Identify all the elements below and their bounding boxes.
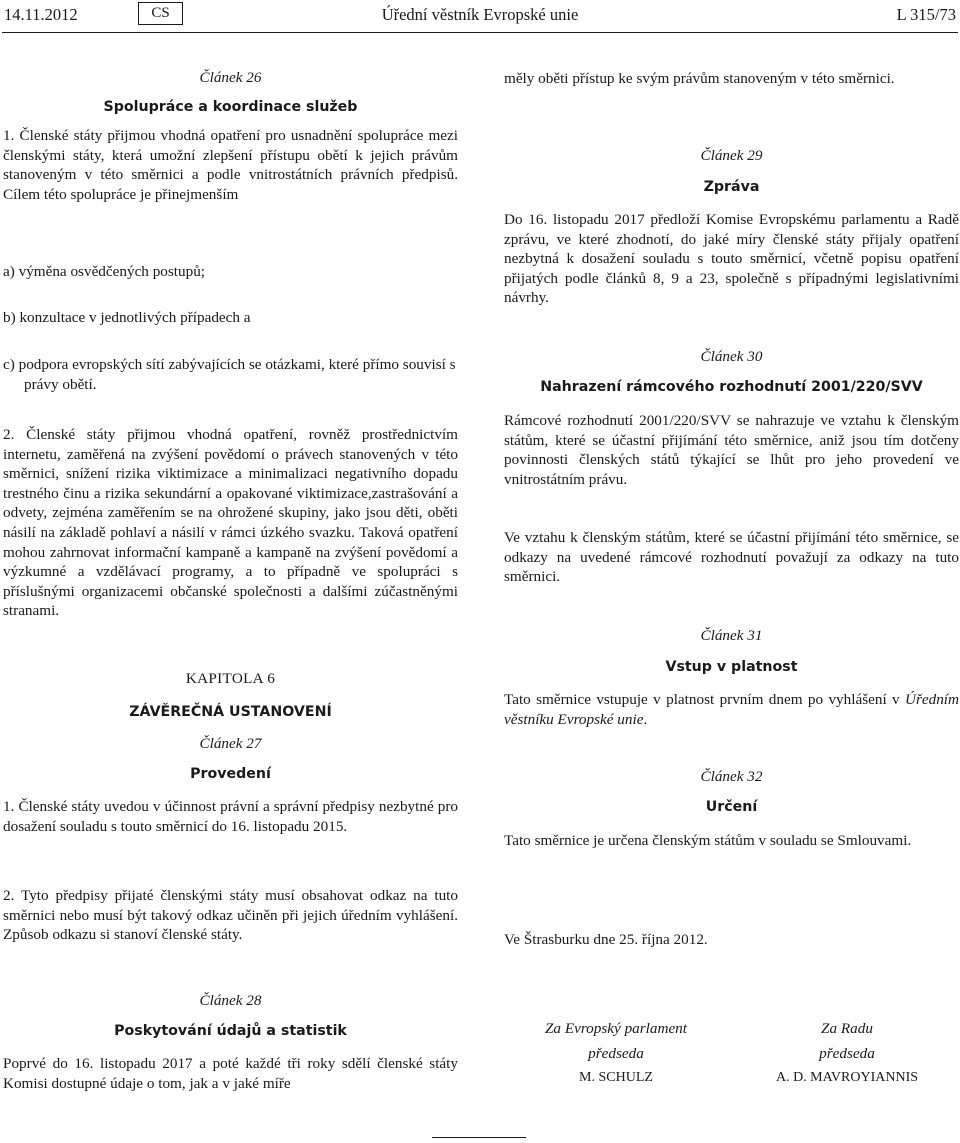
header-rule [2,32,958,33]
article-30-paragraph-2: Ve vztahu k členským státům, které se účastní přijímání této směrnice, se odkazy na uvedené rámcové rozhodnutí považují za odkazy na tuto směrnici. [504,529,959,586]
article-27-paragraph-2: 2. Tyto předpisy přijaté členskými státy musí obsahovat odkaz na tuto směrnici nebo musí být takový odkaz učiněn při jejich úředním vyhlášení. Způsob odkazu si stanoví členské státy. [3,887,458,944]
article-31-paragraph-1 [504,690,959,729]
article-26-title: Článek 26 [199,69,262,86]
article-26-paragraph-1: 1. Členské státy přijmou vhodná opatření pro usnadnění spolupráce mezi členskými státy, která umožní zlepšení přístupu obětí k jejich právům stanoveným v této směrnici a podle vnitrostátních právních předpisů. Cílem této spolupráce je přinejmenším [3,127,458,203]
article-30-title: Článek 30 [700,348,763,365]
article-26-item-c: c) podpora evropských sítí zabývajících se otázkami, které přímo souvisí s právy obětí. [3,356,456,393]
article-31-text: Tato směrnice vstupuje v platnost prvním dnem po vyhlášení v [504,691,905,708]
article-26-paragraph-2: 2. Členské státy přijmou vhodná opatření, rovněž prostřednictvím internetu, zaměřená na zvýšení povědomí o právech stanovených v této směrnici, snížení rizika viktimizace a minimalizaci negativního dopadu trestného činu a rizika sekundární a opakované viktimizace,zastrašování a odvety, zejména zaměřením se na ohrožené skupiny, jako jsou děti, oběti násilí na základě pohlaví a násilí v rámci úzkého svazku. Taková opatření mohou zahrnovat informační kampaně a kampaně na zvýšení povědomí a výzkumné a vzdělávací programy, a to případně ve spolupráci s příslušnými organizacemi občanské společnosti a dalšími zúčastněnými stranami. [3,426,458,620]
chapter-number: KAPITOLA 6 [185,670,276,687]
signature-parliament-role: předseda [588,1044,644,1062]
article-27-paragraph-1: 1. Členské státy uvedou v účinnost právní a správní předpisy nezbytné pro dosažení souladu s touto směrnicí do 16. listopadu 2015. [3,798,458,835]
footnote-rule [432,1137,526,1138]
article-29-title: Článek 29 [700,147,763,164]
signature-council-name: A. D. MAVROYIANNIS [775,1070,919,1086]
article-28-heading: Poskytování údajů a statistik [114,1023,347,1039]
article-28-paragraph-1: Poprvé do 16. listopadu 2017 a poté každé tři roky sdělí členské státy Komisi dostupné údaje o tom, jak a v jaké míře [3,1055,458,1092]
article-32-heading: Určení [705,799,758,815]
official-journal-reference: Úředním věstníku Evropské unie [504,691,959,728]
article-28-continuation: měly oběti přístup ke svým právům stanoveným v této směrnici. [504,70,895,87]
article-26-item-a: a) výměna osvědčených postupů; [3,263,206,280]
page-header [4,5,956,27]
signature-council [747,1019,947,1088]
article-26-heading: Spolupráce a koordinace služeb [103,99,358,115]
article-32-paragraph-1: Tato směrnice je určena členským státům v souladu se Smlouvami. [504,832,912,849]
article-31-period: . [643,710,648,728]
article-29-paragraph-1: Do 16. listopadu 2017 předloží Komise Evropskému parlamentu a Radě zprávu, ve které zhodnotí, do jaké míry členské státy přijaly opatření nezbytná k dosažení souladu s touto směrnicí, včetně popisu opatření přijatých podle článků 8, 9 a 23, společně s případnými legislativními návrhy. [504,211,959,307]
article-29-heading: Zpráva [703,179,760,195]
article-27-heading: Provedení [190,766,271,782]
article-26-item-b: b) konzultace v jednotlivých případech a [3,309,251,326]
article-30-heading: Nahrazení rámcového rozhodnutí 2001/220/SVV [540,379,923,395]
signature-parliament-name: M. SCHULZ [579,1070,653,1086]
signature-council-org: Za Radu [821,1020,873,1037]
article-31-heading: Vstup v platnost [665,659,798,675]
article-31-title: Článek 31 [700,627,763,644]
article-27-title: Článek 27 [199,735,262,752]
journal-title: Úřední věstník Evropské unie [381,5,579,24]
signature-parliament-org: Za Evropský parlament [544,1020,687,1037]
page-number: L 315/73 [896,5,956,24]
article-32-title: Článek 32 [700,768,763,785]
place-and-date: Ve Štrasburku dne 25. října 2012. [504,931,708,948]
article-30-paragraph-1: Rámcové rozhodnutí 2001/220/SVV se nahrazuje ve vztahu k členským státům, které se účastní přijímání této směrnice, aniž jsou tím dotčeny povinnosti členských států týkající se lhůt pro jeho provedení ve vnitrostátním právu. [504,412,959,488]
chapter-title: ZÁVĚREČNÁ USTANOVENÍ [129,704,332,720]
article-28-title: Článek 28 [199,992,262,1009]
signature-council-role: předseda [819,1044,875,1062]
signature-parliament [516,1019,716,1088]
language-badge: CS [138,2,183,25]
header-date: 14.11.2012 [4,5,78,24]
